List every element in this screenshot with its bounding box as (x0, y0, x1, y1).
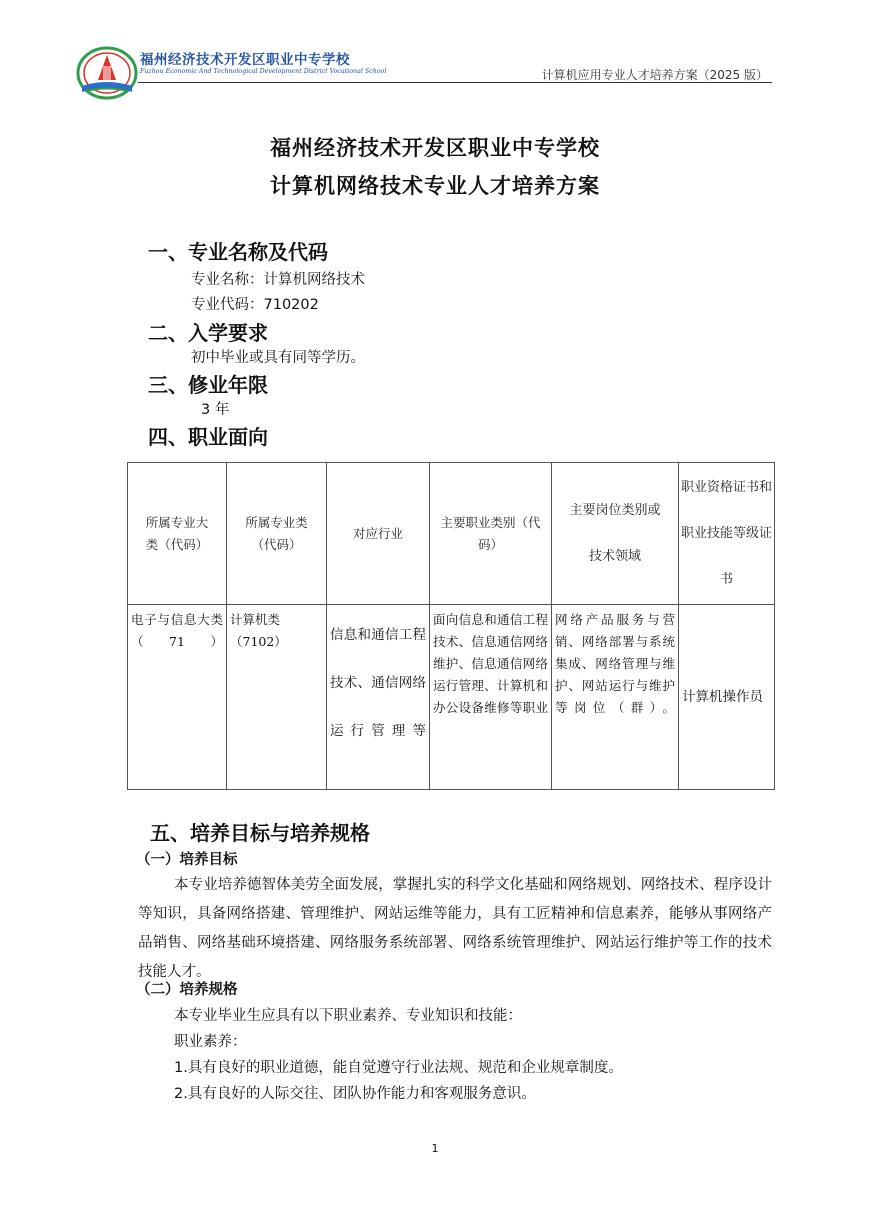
major-code: 专业代码：710202 (191, 297, 319, 313)
quality-item-2: 2.具有良好的人际交往、团队协作能力和客观服务意识。 (174, 1086, 536, 1102)
page-header (76, 42, 772, 102)
subsection-goal-heading: （一）培养目标 (136, 852, 238, 868)
subsection-spec-heading: （二）培养规格 (136, 982, 238, 998)
header-cell: 对应行业 (327, 463, 430, 605)
table-cell: 计算机类 （7102） (227, 605, 327, 790)
page-number: 1 (431, 1142, 439, 1155)
table-cell: 计算机操作员 (679, 605, 775, 790)
header-divider (138, 82, 772, 83)
admission-text: 初中毕业或具有同等学历。 (191, 350, 365, 366)
occupation-table (127, 462, 775, 790)
goal-paragraph: 本专业培养德智体美劳全面发展，掌握扎实的科学文化基础和网络规划、网络技术、程序设计等知识，具备网络搭建、管理维护、网站运维等能力，具有工匠精神和信息素养，能够从事网络产品销售、网络基础环境搭建、网络服务系统部署、网络系统管理维护、网站运行维护等工作的技术技能人才。 (138, 877, 772, 980)
school-logo (76, 46, 138, 100)
section-4-heading: 四、职业面向 (148, 425, 268, 449)
header-cell: 主要岗位类别或技术领域 (552, 463, 679, 605)
section-5-heading: 五、培养目标与培养规格 (150, 821, 370, 845)
header-cell: 所属专业大类（代码） (128, 463, 227, 605)
section-2-heading: 二、入学要求 (148, 321, 268, 345)
table-cell: 电子与信息大类 （71） (128, 605, 227, 790)
table-cell: 网络产品服务与营销、网络部署与系统集成、网络管理与维护、网站运行与维护等岗位（群）。 (552, 605, 679, 790)
quality-label: 职业素养： (174, 1034, 247, 1050)
header-cell: 主要职业类别（代码） (430, 463, 552, 605)
major-name: 专业名称：计算机网络技术 (191, 272, 365, 288)
table-row (128, 605, 775, 790)
section-1-heading: 一、专业名称及代码 (148, 240, 328, 264)
spec-intro: 本专业毕业生应具有以下职业素养、专业知识和技能： (174, 1008, 522, 1024)
duration-text: 3 年 (201, 402, 230, 418)
doc-title-header: 计算机应用专业人才培养方案（2025 版） (541, 68, 768, 82)
doc-title-line2: 计算机网络技术专业人才培养方案 (270, 174, 600, 198)
school-name-en: Fuzhou Economic And Technological Development District Vocational School (140, 68, 387, 75)
table-cell: 信息和通信工程技术、通信网络运行管理等 (327, 605, 430, 790)
quality-item-1: 1.具有良好的职业道德，能自觉遵守行业法规、规范和企业规章制度。 (174, 1060, 623, 1076)
table-cell: 面向信息和通信工程技术、信息通信网络维护、信息通信网络运行管理、计算机和办公设备维修等职业 (430, 605, 552, 790)
header-cell: 职业资格证书和职业技能等级证书 (679, 463, 775, 605)
doc-title-line1: 福州经济技术开发区职业中专学校 (270, 136, 600, 160)
section-3-heading: 三、修业年限 (148, 373, 268, 397)
school-name-cn: 福州经济技术开发区职业中专学校 (140, 52, 350, 68)
table-header-row (128, 463, 775, 605)
header-cell: 所属专业类（代码） (227, 463, 327, 605)
